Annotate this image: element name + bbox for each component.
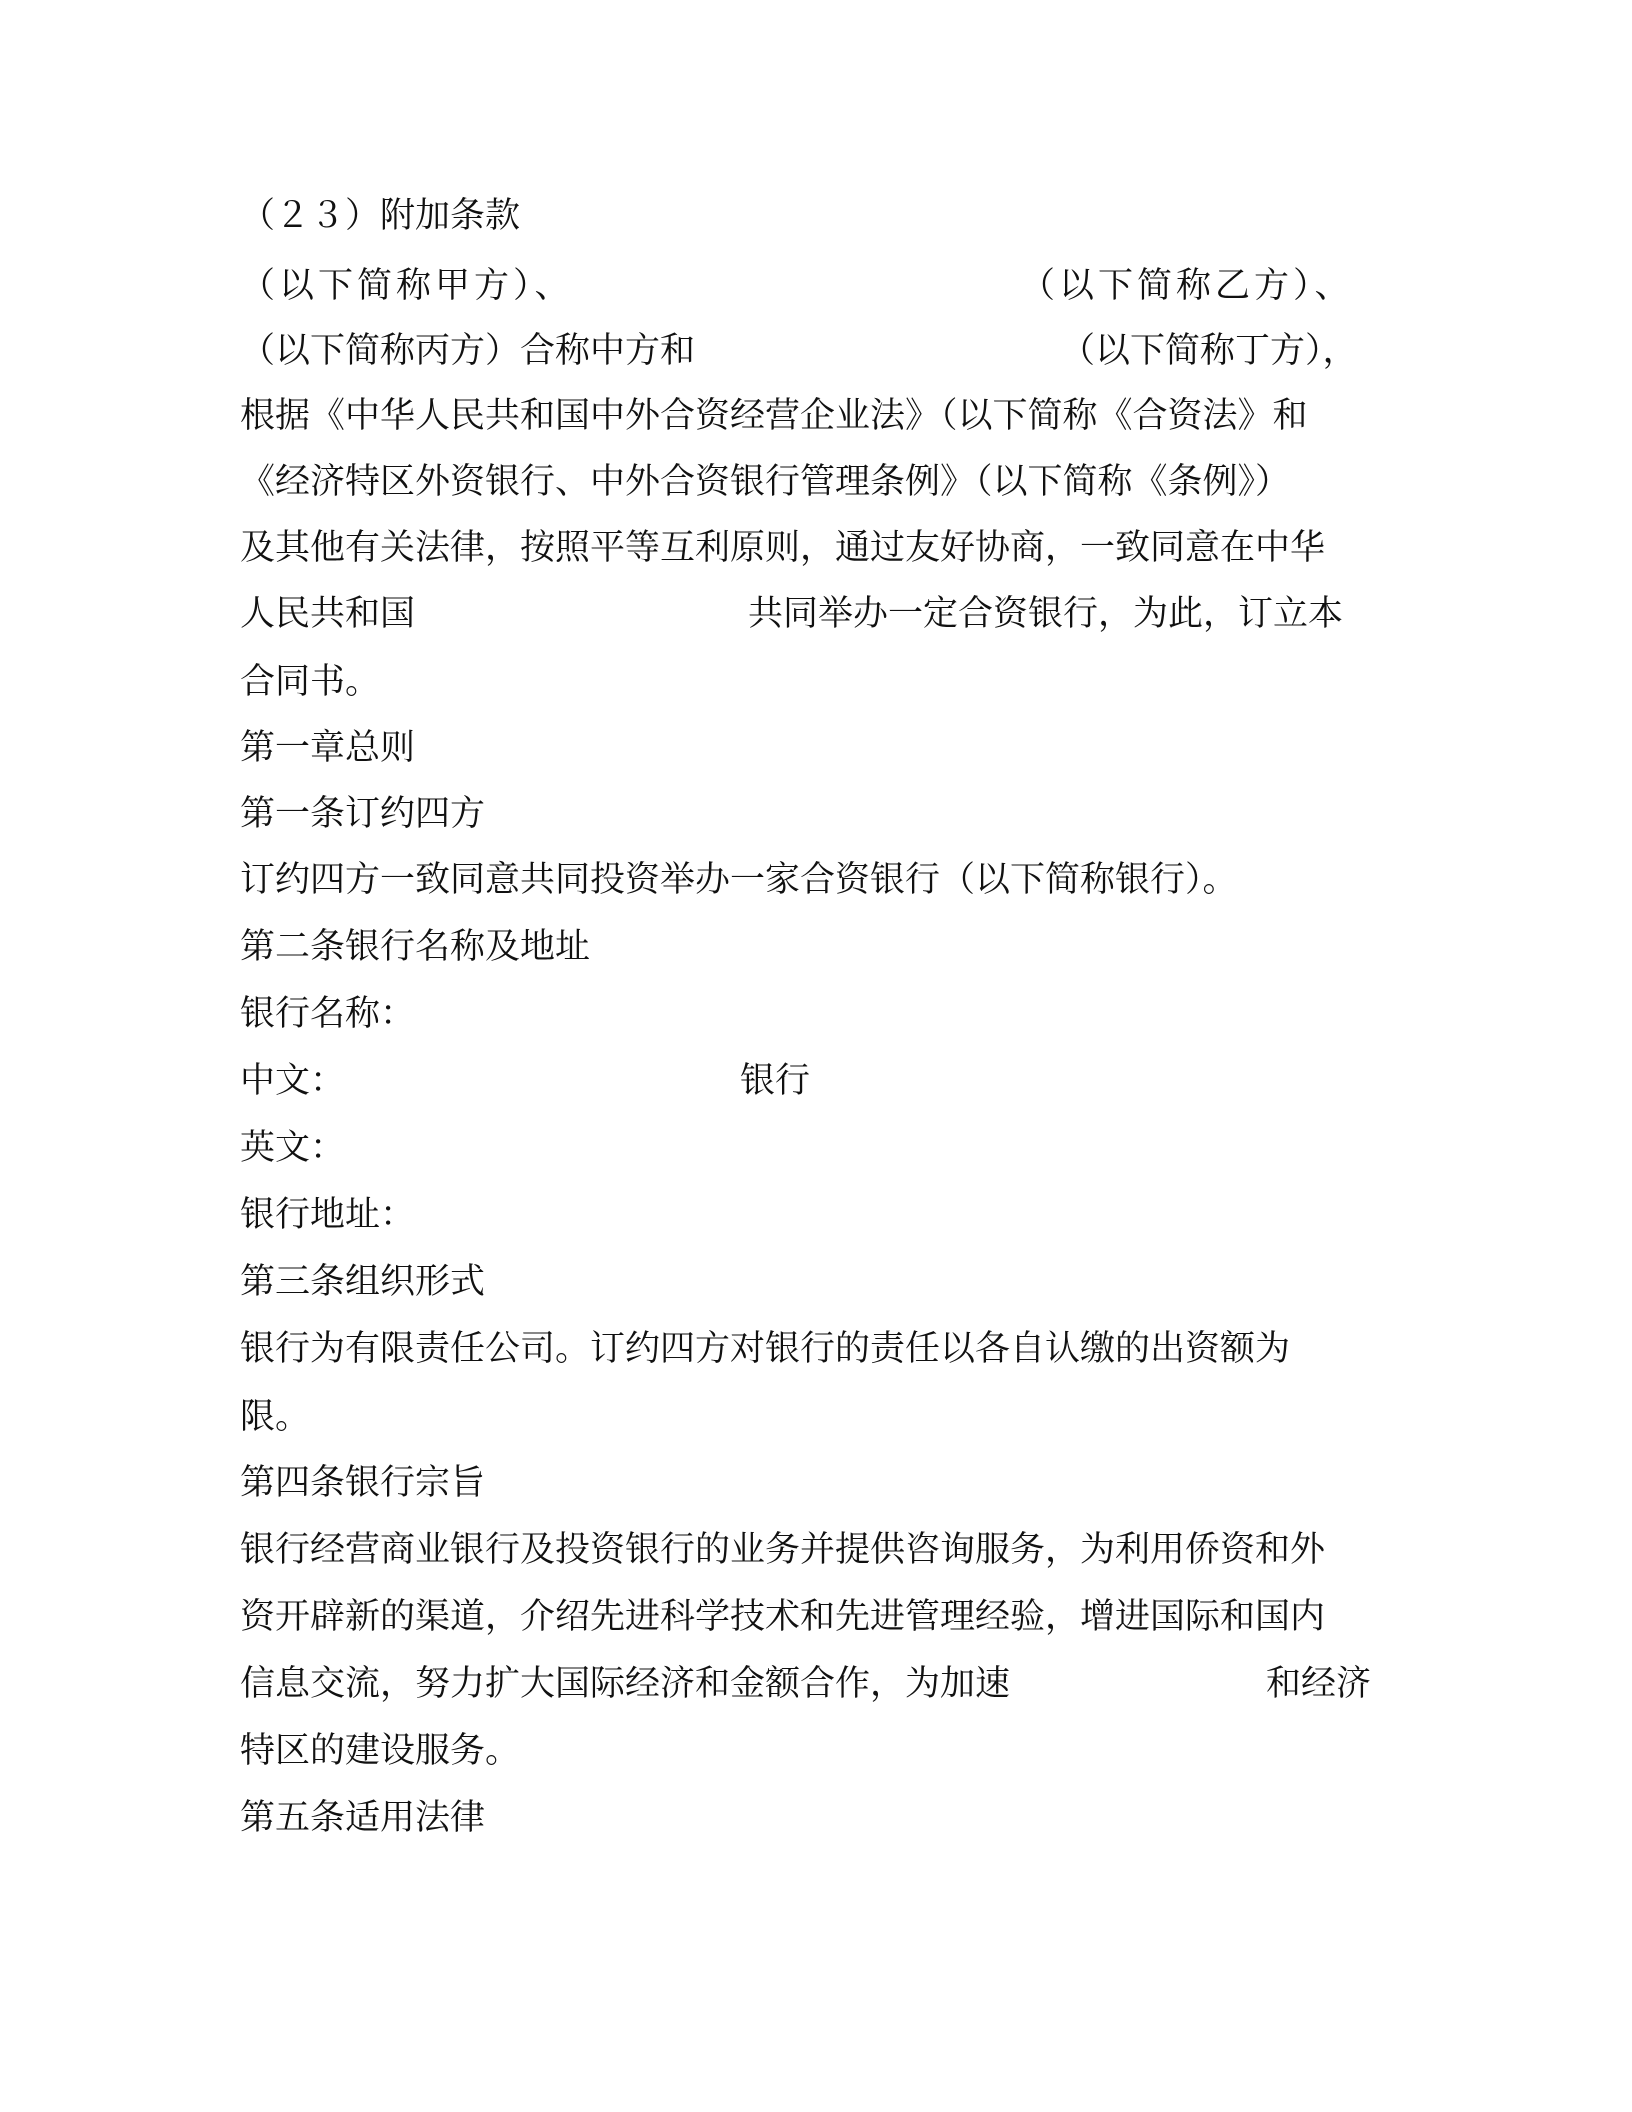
text-segment: 银行 [740,1061,811,1101]
text-segment: （以下简称甲方）、 [240,266,574,306]
text-segment: （２３）附加条款 [240,196,521,236]
text-segment: 银行为有限责任公司。订约四方对银行的责任以各自认缴的出资额为 [240,1329,1291,1369]
text-segment: 订约四方一致同意共同投资举办一家合资银行（以下简称银行）。 [240,860,1238,900]
clause-heading [240,186,1380,246]
text-segment: 资开辟新的渠道，介绍先进科学技术和先进管理经验，增进国际和国内 [240,1597,1326,1637]
text-segment: （以下简称丙方）合称中方和 [240,331,696,371]
text-segment: 英文： [240,1128,346,1168]
text-segment: （以下简称乙方）、 [1020,266,1354,306]
article-heading [240,917,1380,977]
paragraph-line [240,1319,1380,1379]
paragraph-line [240,1721,1380,1781]
text-segment: 和经济 [1266,1664,1372,1704]
text-segment: 根据《中华人民共和国中外合资经营企业法》（以下简称《合资法》和 [240,396,1308,436]
paragraph-line [240,256,1380,316]
text-segment: 中文： [240,1061,346,1101]
text-segment: 限。 [240,1397,311,1437]
paragraph-line [240,1587,1380,1647]
paragraph-line [240,1654,1380,1714]
text-segment: 特区的建设服务。 [240,1731,521,1771]
paragraph-line [240,452,1380,512]
text-segment: 合同书。 [240,662,381,702]
text-segment: 银行名称： [240,994,416,1034]
paragraph-line [240,518,1380,578]
text-segment: 及其他有关法律，按照平等互利原则，通过友好协商，一致同意在中华 [240,528,1326,568]
text-segment: 银行地址： [240,1195,416,1235]
field-line [240,1051,1380,1111]
paragraph-line [240,1520,1380,1580]
text-segment: 第五条适用法律 [240,1798,486,1838]
paragraph-line [240,584,1380,644]
text-segment: 第一章总则 [240,728,416,768]
paragraph-line [240,1387,1380,1447]
text-segment: 共同举办一定合资银行，为此，订立本 [748,594,1344,634]
paragraph-line [240,386,1380,446]
field-line [240,1185,1380,1245]
paragraph-line [240,850,1380,910]
text-segment: 《经济特区外资银行、中外合资银行管理条例》（以下简称《条例》） [240,462,1291,502]
text-segment: 第三条组织形式 [240,1262,486,1302]
article-heading [240,1252,1380,1312]
article-heading [240,1453,1380,1513]
article-heading [240,784,1380,844]
text-segment: 第二条银行名称及地址 [240,927,591,967]
article-heading [240,1788,1380,1848]
text-segment: 第一条订约四方 [240,794,486,834]
field-line [240,1118,1380,1178]
paragraph-line [240,652,1380,712]
text-segment: 第四条银行宗旨 [240,1463,486,1503]
text-segment: 信息交流，努力扩大国际经济和金额合作，为加速 [240,1664,1011,1704]
paragraph-line [240,321,1380,381]
text-segment: 人民共和国 [240,594,416,634]
field-line [240,984,1380,1044]
text-segment: （以下简称丁方）， [1060,331,1358,371]
chapter-heading [240,718,1380,778]
text-segment: 银行经营商业银行及投资银行的业务并提供咨询服务，为利用侨资和外 [240,1530,1326,1570]
